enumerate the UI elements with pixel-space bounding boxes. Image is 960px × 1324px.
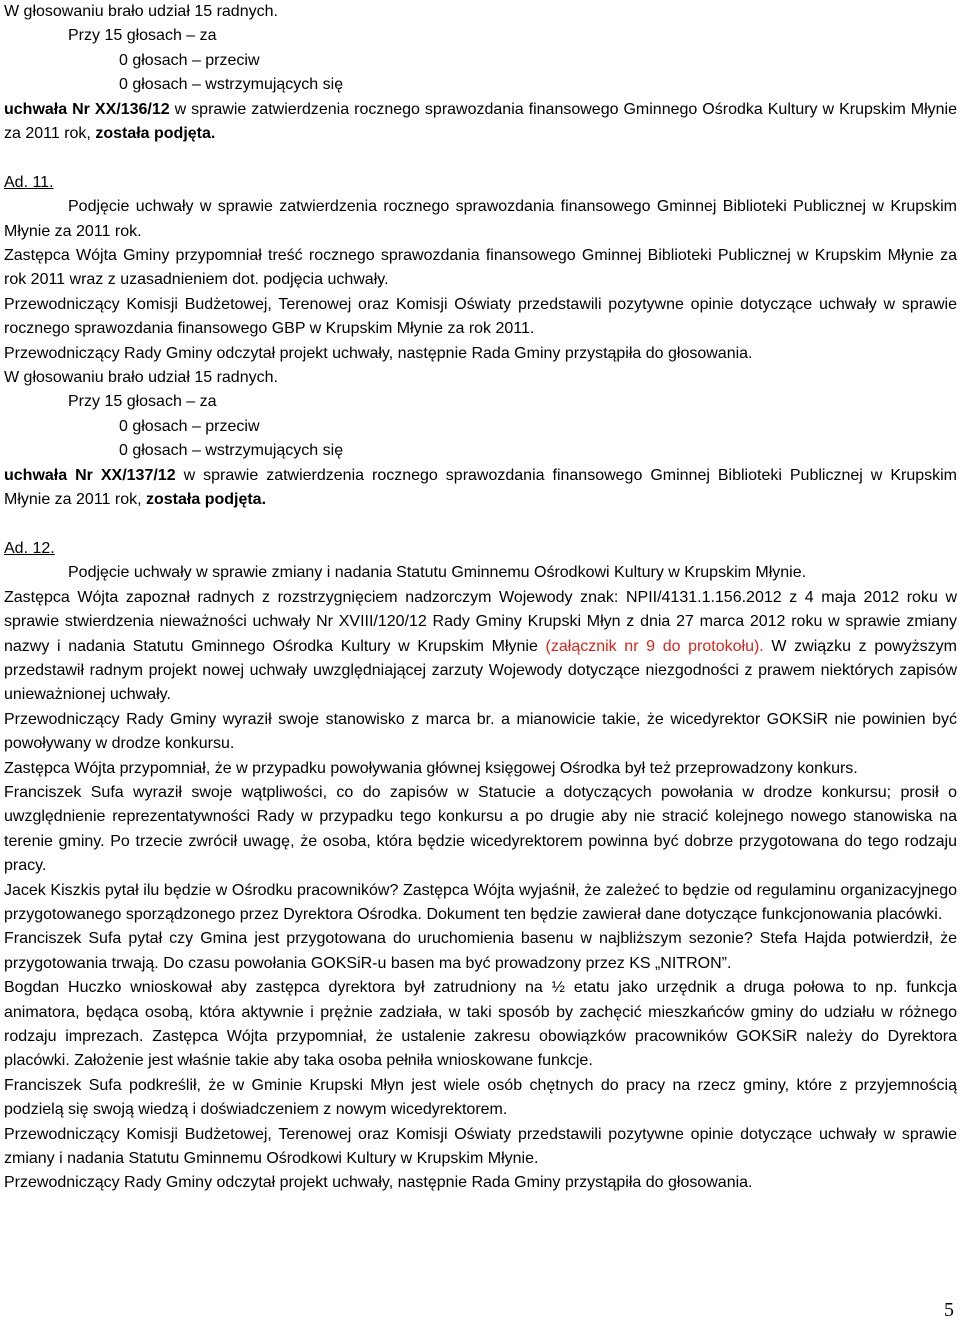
paragraph-sufa-2: Franciszek Sufa pytał czy Gmina jest przygotowana do uruchomienia basenu w najbliższym sezonie? Stefa Hajda potwierdził, że przygotowania trwają. Do czasu powołania GOKSiR-u basen ma być prowadzony przez KS „NITRON”.: [4, 930, 957, 972]
paragraph-deputy-2-text-end: W związku z powyższym przedstawił radnym projekt nowej uchwały uwzględniającej zarzuty Wojewody dotyczące niezgodności z prawem niektórych zapisów unieważnionej uchwały.: [4, 637, 958, 704]
resolution-136: [4, 98, 957, 147]
attachment-reference: (załącznik nr 9 do protokołu).: [545, 637, 764, 655]
resolution-result-2: została podjęta.: [146, 491, 267, 509]
paragraph-sufa-3: Franciszek Sufa podkreślił, że w Gminie Krupski Młyn jest wiele osób chętnych do pracy na rzecz gminy, które z przyjemnością podzielą się swoją wiedzą i doświadczeniem z nowym wicedyrektorem.: [4, 1076, 957, 1119]
document-body: [4, 0, 957, 1196]
agenda-item-12: Ad. 12.: [4, 539, 55, 557]
resolution-137: [4, 464, 957, 513]
paragraph-deputy-3: Zastępca Wójta przypomniał, że w przypadku powoływania głównej księgowej Ośrodka był też przeprowadzony konkurs.: [4, 759, 858, 777]
resolution-result: została podjęta.: [95, 125, 216, 143]
paragraph-committee-2: Przewodniczący Komisji Budżetowej, Terenowej oraz Komisji Oświaty przedstawili pozytywne opinie dotyczące uchwały w sprawie zmiany i nadania Statutu Gminnemu Ośrodkowi Kultury w Krupskim Młynie.: [4, 1125, 957, 1168]
vote-abstain-2: 0 głosach – wstrzymujących się: [119, 442, 344, 460]
spacer: [4, 513, 957, 537]
paragraph-deputy-2: [4, 586, 957, 708]
voting-participants: W głosowaniu brało udział 15 radnych.: [4, 3, 278, 20]
vote-for-2: Przy 15 głosach – za: [68, 393, 217, 411]
page-number: 5: [944, 1299, 954, 1321]
spacer: [4, 146, 957, 170]
paragraph-kiszkis: Jacek Kiszkis pytał ilu będzie w Ośrodku pracowników? Zastępca Wójta wyjaśnił, że zależeć to będzie od regulaminu organizacyjnego przygotowanego sporządzonego przez Dyrektora Ośrodka. Dokument ten będzie zawierał dane dotyczące funkcjonowania placówki.: [4, 881, 957, 923]
resolution-text-2: w sprawie zatwierdzenia rocznego sprawozdania finansowego Gminnej Biblioteki Publicznej w Krupskim Młynie za 2011 rok,: [4, 466, 958, 509]
paragraph-chair-2: Przewodniczący Rady Gminy odczytał projekt uchwały, następnie Rada Gminy przystąpiła do głosowania.: [4, 1174, 753, 1192]
paragraph-huczko: Bogdan Huczko wnioskował aby zastępca dyrektora był zatrudniony na ½ etatu jako urzędnik a druga połowa to np. funkcja animatora, będąca osobą, która aktywnie i prężnie zadziała, w taki sposób by zachęcić mieszkańców gminy do udziału w różnego rodzaju imprezach. Zastępca Wójta przypomniał, że ustalenie zakresu obowiązków pracowników GOKSiR należy do Dyrektora placówki. Założenie jest właśnie takie aby taka osoba pełniła wnioskowane funkcje.: [4, 979, 957, 1070]
resolution-number-2: uchwała Nr XX/137/12: [4, 466, 176, 484]
vote-against-2: 0 głosach – przeciw: [119, 417, 260, 435]
paragraph-deputy-1: Zastępca Wójta Gminy przypomniał treść rocznego sprawozdania finansowego Gminnej Biblioteki Publicznej w Krupskim Młynie za rok 2011 wraz z uzasadnieniem dot. podjęcia uchwały.: [4, 247, 957, 289]
agenda-item-12-title: Podjęcie uchwały w sprawie zmiany i nadania Statutu Gminnemu Ośrodkowi Kultury w Krupskim Młynie.: [68, 564, 807, 582]
agenda-item-11: Ad. 11.: [4, 173, 54, 191]
paragraph-deputy-2-text: Zastępca Wójta zapoznał radnych z rozstrzygnięciem nadzorczym Wojewody znak: NPII/4131.1.156.2012 z 4 maja 2012 roku w sprawie stwierdzenia nieważności uchwały Nr XVIII/120/12 Rady Gminy Krupski Młyn z dnia 27 marca 2012 roku w sprawie zmiany nazwy i nadania Statutu Gminnego Ośrodka Kultury w Krupskim Młynie: [4, 588, 957, 655]
resolution-number: uchwała Nr XX/136/12: [4, 100, 170, 118]
vote-for: Przy 15 głosach – za: [68, 27, 217, 45]
resolution-text: w sprawie zatwierdzenia rocznego sprawozdania finansowego Gminnego Ośrodka Kultury w Krupskim Młynie za 2011 rok,: [4, 100, 957, 143]
paragraph-committee-1: Przewodniczący Komisji Budżetowej, Terenowej oraz Komisji Oświaty przedstawili pozytywne opinie dotyczące uchwały w sprawie rocznego sprawozdania finansowego GBP w Krupskim Młynie za rok 2011.: [4, 295, 957, 338]
agenda-item-11-title: Podjęcie uchwały w sprawie zatwierdzenia rocznego sprawozdania finansowego Gminnej Biblioteki Publicznej w Krupskim Młynie za 2011 rok.: [4, 198, 957, 240]
voting-participants-2: W głosowaniu brało udział 15 radnych.: [4, 369, 278, 387]
vote-abstain: 0 głosach – wstrzymujących się: [119, 76, 344, 94]
paragraph-chair-opinion: Przewodniczący Rady Gminy wyraził swoje stanowisko z marca br. a mianowicie takie, że wicedyrektor GOKSiR nie powinien być powoływany w drodze konkursu.: [4, 710, 957, 753]
paragraph-sufa-1: Franciszek Sufa wyraził swoje wątpliwości, co do zapisów w Statucie a dotyczących powołania w drodze konkursu; prosił o uwzględnienie reprezentatywności Rady w przypadku tego konkursu a po drugie aby nie stracić kolejnego nowego stanowiska na terenie gminy. Po trzecie zwrócił uwagę, że osoba, która będzie wicedyrektorem powinna być dobrze przygotowana do tego rodzaju pracy.: [4, 783, 957, 875]
vote-against: 0 głosach – przeciw: [119, 51, 260, 69]
paragraph-chair-1: Przewodniczący Rady Gminy odczytał projekt uchwały, następnie Rada Gminy przystąpiła do głosowania.: [4, 344, 753, 362]
